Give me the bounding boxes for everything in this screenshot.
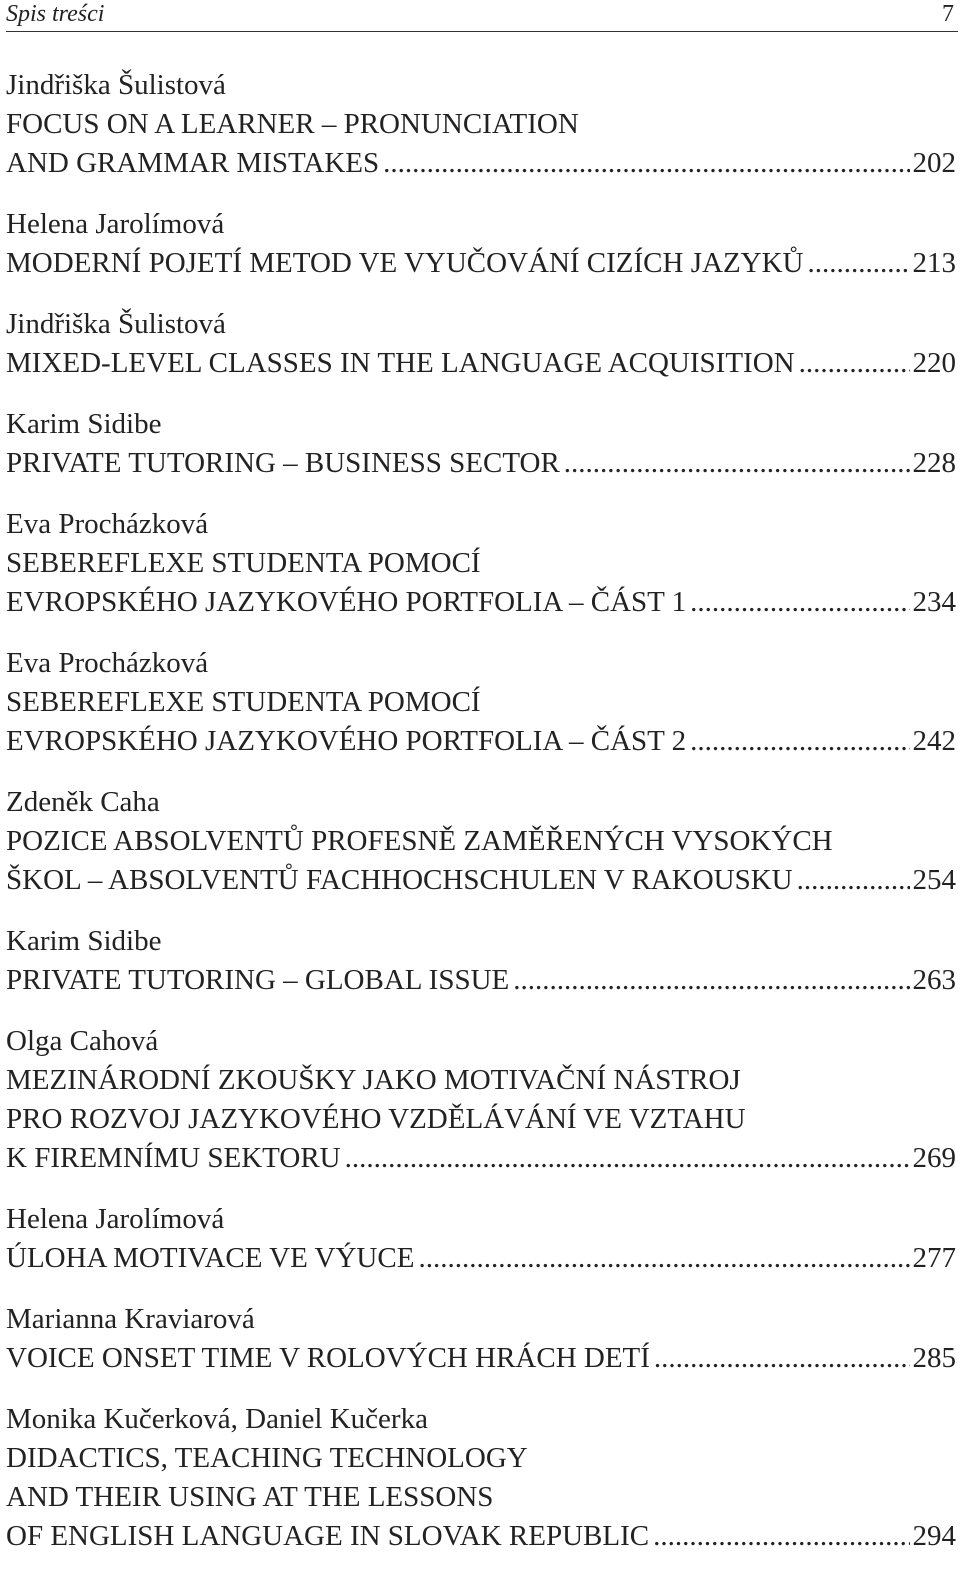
- toc-page-number: 242: [912, 725, 956, 757]
- toc-author: Helena Jarolímová: [6, 1203, 225, 1235]
- dot-leader: [690, 583, 909, 622]
- page-number: 7: [942, 1, 954, 27]
- dot-leader: [653, 1517, 909, 1556]
- dot-leader: [513, 961, 909, 1000]
- toc-author: Jindřiška Šulistová: [6, 308, 226, 340]
- toc-page-number: 234: [912, 586, 956, 618]
- toc-title-line: ŠKOL – ABSOLVENTŮ FACHHOCHSCHULEN V RAKOUSKU: [6, 864, 793, 896]
- toc-entry: [6, 405, 956, 483]
- toc-author: Monika Kučerková, Daniel Kučerka: [6, 1403, 428, 1435]
- toc-author: Helena Jarolímová: [6, 208, 225, 240]
- toc-title-line: EVROPSKÉHO JAZYKOVÉHO PORTFOLIA – ČÁST 2: [6, 725, 687, 757]
- dot-leader: [383, 144, 909, 183]
- toc-author: Jindřiška Šulistová: [6, 69, 226, 101]
- toc-entry: [6, 1300, 956, 1378]
- toc-page-number: 277: [912, 1242, 956, 1274]
- toc-title-row[interactable]: [6, 1339, 956, 1378]
- page-header: [6, 0, 958, 32]
- toc-entry: [6, 1200, 956, 1278]
- toc-title-line: VOICE ONSET TIME V ROLOVÝCH HRÁCH DETÍ: [6, 1342, 650, 1374]
- toc-title-row[interactable]: [6, 1239, 956, 1278]
- toc-entry: [6, 505, 956, 622]
- table-of-contents: [6, 66, 956, 1578]
- toc-author: Karim Sidibe: [6, 925, 162, 957]
- toc-page-number: 220: [912, 347, 956, 379]
- toc-entry: [6, 205, 956, 283]
- toc-title-row[interactable]: [6, 144, 956, 183]
- toc-title-line: AND THEIR USING AT THE LESSONS: [6, 1481, 494, 1513]
- toc-title-line: PRIVATE TUTORING – BUSINESS SECTOR: [6, 447, 560, 479]
- toc-author: Zdeněk Caha: [6, 786, 160, 818]
- toc-title-line: ÚLOHA MOTIVACE VE VÝUCE: [6, 1242, 415, 1274]
- dot-leader: [797, 861, 910, 900]
- toc-title-line: EVROPSKÉHO JAZYKOVÉHO PORTFOLIA – ČÁST 1: [6, 586, 687, 618]
- toc-title-line: PRIVATE TUTORING – GLOBAL ISSUE: [6, 964, 510, 996]
- toc-title-row[interactable]: [6, 1139, 956, 1178]
- section-title: Spis treści: [6, 1, 105, 27]
- toc-page-number: 269: [912, 1142, 956, 1174]
- toc-entry: [6, 1022, 956, 1178]
- toc-author: Eva Procházková: [6, 647, 209, 679]
- dot-leader: [654, 1339, 910, 1378]
- toc-title-row[interactable]: [6, 444, 956, 483]
- toc-title-line: DIDACTICS, TEACHING TECHNOLOGY: [6, 1442, 528, 1474]
- dot-leader: [808, 244, 910, 283]
- toc-title-row[interactable]: [6, 244, 956, 283]
- toc-entry: [6, 922, 956, 1000]
- toc-title-line: K FIREMNÍMU SEKTORU: [6, 1142, 341, 1174]
- toc-title-line: MIXED-LEVEL CLASSES IN THE LANGUAGE ACQUISITION: [6, 347, 795, 379]
- toc-page-number: 213: [912, 247, 956, 279]
- toc-title-row[interactable]: [6, 961, 956, 1000]
- toc-author: Eva Procházková: [6, 508, 209, 540]
- toc-page-number: 202: [912, 147, 956, 179]
- toc-entry: [6, 66, 956, 183]
- dot-leader: [690, 722, 909, 761]
- toc-page-number: 263: [912, 964, 956, 996]
- toc-page-number: 285: [912, 1342, 956, 1374]
- dot-leader: [564, 444, 910, 483]
- toc-title-line: AND GRAMMAR MISTAKES: [6, 147, 380, 179]
- toc-title-line: SEBEREFLEXE STUDENTA POMOCÍ: [6, 547, 481, 579]
- toc-title-line: PRO ROZVOJ JAZYKOVÉHO VZDĚLÁVÁNÍ VE VZTAHU: [6, 1103, 746, 1135]
- toc-title-line: OF ENGLISH LANGUAGE IN SLOVAK REPUBLIC: [6, 1520, 650, 1552]
- dot-leader: [345, 1139, 910, 1178]
- dot-leader: [799, 344, 910, 383]
- toc-page-number: 294: [912, 1520, 956, 1552]
- toc-title-row[interactable]: [6, 722, 956, 761]
- toc-title-row[interactable]: [6, 861, 956, 900]
- toc-title-line: POZICE ABSOLVENTŮ PROFESNĚ ZAMĚŘENÝCH VYSOKÝCH: [6, 825, 833, 857]
- toc-entry: [6, 783, 956, 900]
- toc-title-row[interactable]: [6, 583, 956, 622]
- toc-author: Olga Cahová: [6, 1025, 159, 1057]
- toc-title-line: MODERNÍ POJETÍ METOD VE VYUČOVÁNÍ CIZÍCH JAZYKŮ: [6, 247, 804, 279]
- toc-title-row[interactable]: [6, 344, 956, 383]
- toc-entry: [6, 644, 956, 761]
- toc-author: Karim Sidibe: [6, 408, 162, 440]
- dot-leader: [418, 1239, 909, 1278]
- toc-page-number: 254: [912, 864, 956, 896]
- toc-title-line: FOCUS ON A LEARNER – PRONUNCIATION: [6, 108, 579, 140]
- toc-author: Marianna Kraviarová: [6, 1303, 255, 1335]
- toc-entry: [6, 305, 956, 383]
- toc-title-line: MEZINÁRODNÍ ZKOUŠKY JAKO MOTIVAČNÍ NÁSTROJ: [6, 1064, 741, 1096]
- toc-title-line: SEBEREFLEXE STUDENTA POMOCÍ: [6, 686, 481, 718]
- toc-entry: [6, 1400, 956, 1556]
- toc-page-number: 228: [912, 447, 956, 479]
- toc-title-row[interactable]: [6, 1517, 956, 1556]
